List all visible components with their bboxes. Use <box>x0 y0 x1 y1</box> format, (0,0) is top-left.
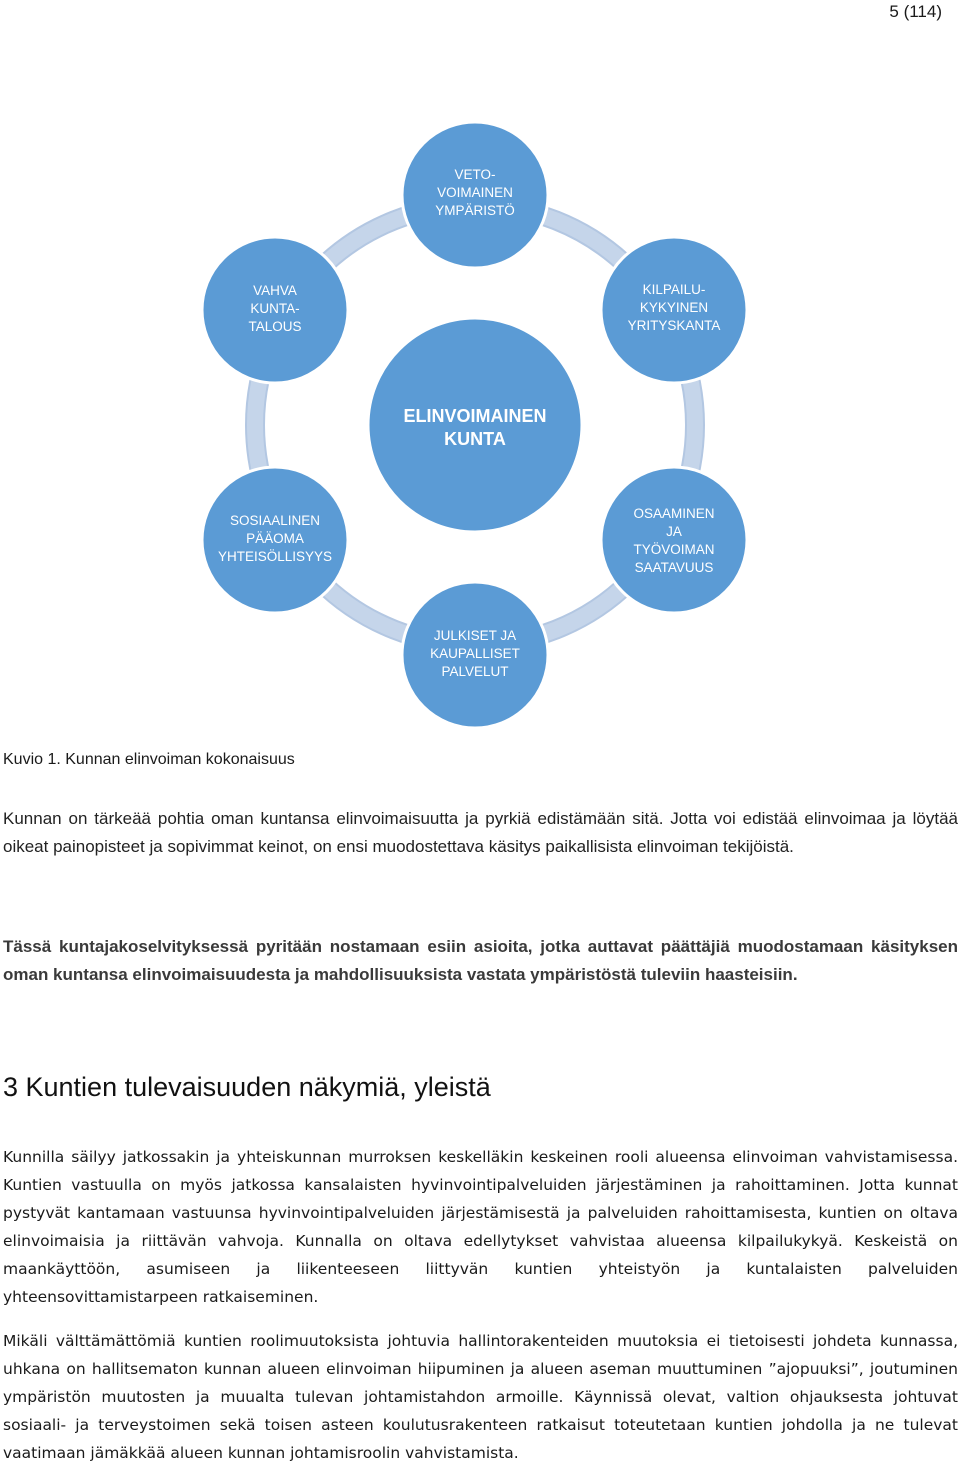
node-bottom-line-2: KAUPALLISET <box>430 646 520 661</box>
paragraph-bold-summary: Tässä kuntajakoselvityksessä pyritään nostamaan esiin asioita, jotka auttavat päättäjiä muodostamaan käsityksen oman kuntansa elinvoimaisuudesta ja mahdollisuuksista vastata ympäristöstä tuleviin haasteisiin. <box>3 937 958 984</box>
node-upper-left-line-1: VAHVA <box>253 283 297 298</box>
node-top-line-1: VETO- <box>454 167 496 182</box>
center-node <box>368 318 582 532</box>
node-lower-left <box>202 467 348 613</box>
figure-caption: Kuvio 1. Kunnan elinvoiman kokonaisuus <box>3 751 295 768</box>
node-bottom-line-1: JULKISET JA <box>433 628 517 643</box>
section-heading: 3 Kuntien tulevaisuuden näkymiä, yleistä <box>3 1072 491 1102</box>
node-upper-left-line-3: TALOUS <box>248 319 302 334</box>
page-number: 5 (114) <box>889 2 942 21</box>
center-node-line-1: ELINVOIMAINEN <box>403 406 547 426</box>
node-lower-left-line-2: PÄÄOMA <box>246 531 304 546</box>
node-lower-left-line-3: YHTEISÖLLISYYS <box>217 549 333 564</box>
node-upper-right-line-2: KYKYINEN <box>639 300 709 315</box>
node-lower-right-line-4: SAATAVUUS <box>634 560 714 575</box>
node-upper-right-line-3: YRITYSKANTA <box>627 318 721 333</box>
node-lower-right-line-1: OSAAMINEN <box>633 506 715 521</box>
node-upper-left-line-2: KUNTA- <box>250 301 300 316</box>
node-lower-right-line-2: JA <box>666 524 682 539</box>
node-upper-left <box>202 237 348 383</box>
center-node-line-2: KUNTA <box>444 429 506 449</box>
node-top <box>402 122 548 268</box>
node-lower-right-circle <box>601 467 747 613</box>
vitality-cycle-diagram <box>190 115 770 735</box>
node-upper-right <box>601 237 747 383</box>
node-upper-right-line-1: KILPAILU- <box>642 282 706 297</box>
node-lower-left-line-1: SOSIAALINEN <box>229 513 321 528</box>
paragraph-section-1: Kunnilla säilyy jatkossakin ja yhteiskunnan murroksen keskelläkin keskeinen rooli alueensa elinvoiman vahvistamisessa. Kuntien vastuulla on myös jatkossa kansalaisten hyvinvointipalveluiden järjestäminen ja rahoittaminen. Jotta kunnat pystyvät kantamaan vastuunsa hyvinvointipalveluiden järjestämisestä ja palveluiden rahoittamisesta, kuntien on oltava elinvoimaisia ja riittävän vahvoja. Kunnalla on oltava edellytykset vahvistaa alueensa kilpailukykyä. Keskeistä on maankäyttöön, asumiseen ja liikenteeseen liittyvän kuntien yhteistyön ja kuntalaisten palveluiden yhteensovittamistarpeen ratkaiseminen. <box>3 1148 958 1306</box>
node-top-line-2: VOIMAINEN <box>437 185 513 200</box>
node-lower-right-line-3: TYÖVOIMAN <box>633 542 715 557</box>
node-bottom <box>402 582 548 728</box>
cycle-diagram-svg <box>190 115 770 735</box>
paragraph-section-2: Mikäli välttämättömiä kuntien roolimuutoksista johtuvia hallintorakenteiden muutoksia ei tietoisesti johdeta kunnassa, uhkana on hallitsematon kunnan alueen elinvoiman hiipuminen ja alueen aseman muuttuminen ”ajopuuksi”, joutuminen ympäristön muutosten ja muualta tulevan johtamistahdon armoille. Käynnissä olevat, valtion ohjauksesta johtuvat sosiaali- ja terveystoimen sekä toisen asteen koulutusrakenteen ratkaisut toteutetaan kuntien johdolla ja ne tulevat vaatimaan jämäkkää alueen kunnan johtamisroolin vahvistamista. <box>3 1332 958 1462</box>
node-bottom-line-3: PALVELUT <box>441 664 509 679</box>
node-top-line-3: YMPÄRISTÖ <box>435 203 515 218</box>
paragraph-intro: Kunnan on tärkeää pohtia oman kuntansa elinvoimaisuutta ja pyrkiä edistämään sitä. Jotta voi edistää elinvoimaa ja löytää oikeat painopisteet ja sopivimmat keinot, on ensi muodostettava käsitys paikallisista elinvoiman tekijöistä. <box>3 809 958 856</box>
node-lower-right <box>601 467 747 613</box>
